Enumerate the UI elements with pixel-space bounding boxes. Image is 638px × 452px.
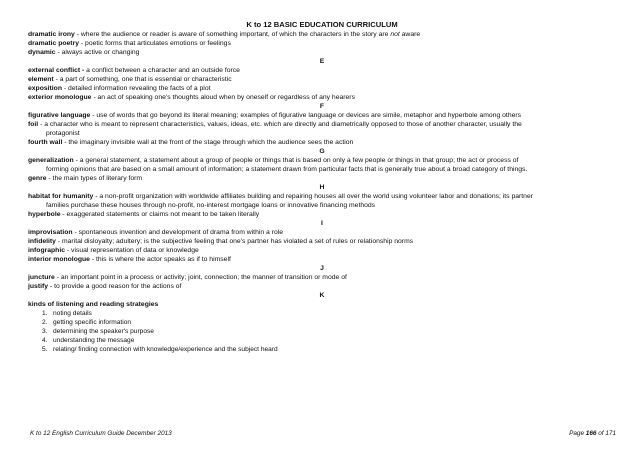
footer-guide-title: K to 12 English Curriculum Guide December 2013 <box>30 430 172 437</box>
glossary-entry <box>28 30 616 39</box>
list-item-text: getting specific information <box>53 319 132 326</box>
entry-term: dynamic <box>28 49 56 56</box>
glossary-entry <box>28 192 616 210</box>
entry-term: interior monologue <box>28 256 90 263</box>
entry-term: juncture <box>28 274 55 281</box>
page-number <box>569 430 616 437</box>
section-e <box>28 66 616 102</box>
entry-definition-emphasis: not <box>390 31 400 38</box>
entry-definition: - an act of speaking one's thoughts aloud when by oneself or regardless of any hearers <box>91 94 355 101</box>
glossary-entry <box>28 300 616 309</box>
list-item-number: 1. <box>42 310 48 317</box>
entry-definition: - the main types of literary form <box>46 175 143 182</box>
list-item-text: understanding the message <box>53 337 135 344</box>
entry-definition-end: aware <box>399 31 421 38</box>
entry-definition: - an important point in a process or activity; joint, connection; the manner of transition or mode of <box>54 274 347 281</box>
entry-term: infidelity <box>28 238 56 245</box>
page-current: 166 <box>585 430 597 437</box>
entry-definition: - a general statement, a statement about a group of people or things that is based on only a few people or things in that group; the act or process of <box>73 157 519 164</box>
entry-definition: - this is where the actor speaks as if to himself <box>89 256 231 263</box>
glossary-entry <box>28 237 616 246</box>
entry-term: hyperbole <box>28 211 61 218</box>
list-item <box>42 327 616 336</box>
section-j <box>28 273 616 291</box>
section-k <box>28 300 616 309</box>
entry-definition: - the imaginary invisible wall at the front of the stage through which the audience sees the action <box>62 139 354 146</box>
section-i <box>28 228 616 264</box>
entry-definition: - a character who is meant to represent characteristics, values, ideas, etc. which are directly and diametrically opposed to those of another character, usually the <box>38 121 522 128</box>
entry-definition: - spontaneous invention and development of drama from within a role <box>72 229 284 236</box>
page-footer <box>30 430 616 437</box>
entry-definition: - visual representation of data or knowledge <box>65 247 199 254</box>
entry-term: external conflict - <box>28 67 85 74</box>
glossary-entry <box>28 156 616 174</box>
list-item-number: 5. <box>42 346 48 353</box>
entry-definition: - a part of something, one that is essential or characteristic <box>53 76 232 83</box>
letter-heading-j: J <box>320 265 324 272</box>
entry-term: element <box>28 76 54 83</box>
section-h <box>28 192 616 219</box>
page-title: K to 12 BASIC EDUCATION CURRICULUM <box>246 20 398 29</box>
list-item <box>42 309 616 318</box>
entry-definition: - always active or changing <box>55 49 140 56</box>
entry-term: generalization <box>28 157 74 164</box>
entry-definition: a conflict between a character and an outside force <box>84 67 240 74</box>
glossary-entry <box>28 273 616 282</box>
entry-term: foil <box>28 121 39 128</box>
entry-definition: - to provide a good reason for the actions of <box>48 283 182 290</box>
entry-definition: - exaggerated statements or claims not meant to be taken literally <box>60 211 260 218</box>
entry-definition-continued: protagonist <box>46 130 80 137</box>
entry-term: dramatic irony <box>28 31 75 38</box>
entry-definition-continued: families purchase these houses through no-profit, no-interest mortgage loans or innovative financing methods <box>46 202 376 209</box>
glossary-entry <box>28 75 616 84</box>
entry-term: dramatic poetry <box>28 40 79 47</box>
entry-term: genre <box>28 175 47 182</box>
glossary-entry <box>28 246 616 255</box>
section-d <box>28 30 616 57</box>
entry-term: justify <box>28 283 49 290</box>
section-f <box>28 111 616 147</box>
list-item-number: 3. <box>42 328 48 335</box>
glossary-entry <box>28 255 616 264</box>
entry-definition: - a non-profit organization with worldwide affiliates building and repairing houses all over the world using volunteer labor and donations; its partner <box>93 193 533 200</box>
letter-heading-e: E <box>319 58 325 65</box>
list-item-number: 2. <box>42 319 48 326</box>
glossary-entry <box>28 66 616 75</box>
entry-definition: - detailed information revealing the facts of a plot <box>62 85 211 92</box>
entry-term: improvisation <box>28 229 73 236</box>
entry-definition: - use of words that go beyond its literal meaning; examples of figurative language or devices are simile, metaphor and hyperbole among others <box>90 112 522 119</box>
glossary-entry <box>28 120 616 138</box>
glossary-entry <box>28 174 616 183</box>
list-item <box>42 318 616 327</box>
entry-definition: - marital disloyalty; adultery; is the subjective feeling that one's partner has violated a set of rules or relationship norms <box>55 238 414 245</box>
glossary <box>28 30 616 354</box>
letter-heading-i: I <box>321 220 323 227</box>
glossary-entry <box>28 111 616 120</box>
glossary-entry <box>28 228 616 237</box>
section-g <box>28 156 616 183</box>
entry-term: exterior monologue <box>28 94 92 101</box>
entry-definition-continued: forming opinions that are based on a small amount of information; a statement drawn from particular facts that is generally true about a broad category of things. <box>46 166 528 173</box>
letter-heading-g: G <box>319 148 325 155</box>
glossary-entry <box>28 282 616 291</box>
page-prefix: Page <box>569 430 586 437</box>
glossary-entry <box>28 48 616 57</box>
glossary-entry <box>28 210 616 219</box>
list-item <box>42 345 616 354</box>
entry-term: kinds of listening and reading strategies <box>28 301 159 308</box>
entry-term: exposition <box>28 85 62 92</box>
glossary-entry <box>28 93 616 102</box>
entry-term: figurative language <box>28 112 91 119</box>
entry-term: fourth wall <box>28 139 63 146</box>
entry-definition: - where the audience or reader is aware of something important, of which the characters in the story are <box>74 31 391 38</box>
glossary-entry <box>28 84 616 93</box>
page-total: of 171 <box>596 430 616 437</box>
list-item-text: relating/ finding connection with knowledge/experience and the subject heard <box>53 346 278 353</box>
entry-definition: - poetic forms that articulates emotions or feelings <box>79 40 231 47</box>
list-item-number: 4. <box>42 337 48 344</box>
list-item <box>42 336 616 345</box>
letter-heading-h: H <box>319 184 325 191</box>
entry-term: infographic <box>28 247 66 254</box>
letter-heading-k: K <box>319 292 325 299</box>
list-item-text: noting details <box>53 310 92 317</box>
entry-term: habitat for humanity <box>28 193 94 200</box>
glossary-entry <box>28 39 616 48</box>
list-item-text: determining the speaker's purpose <box>53 328 154 335</box>
strategies-list <box>28 309 616 354</box>
letter-heading-f: F <box>319 103 325 110</box>
glossary-entry <box>28 138 616 147</box>
